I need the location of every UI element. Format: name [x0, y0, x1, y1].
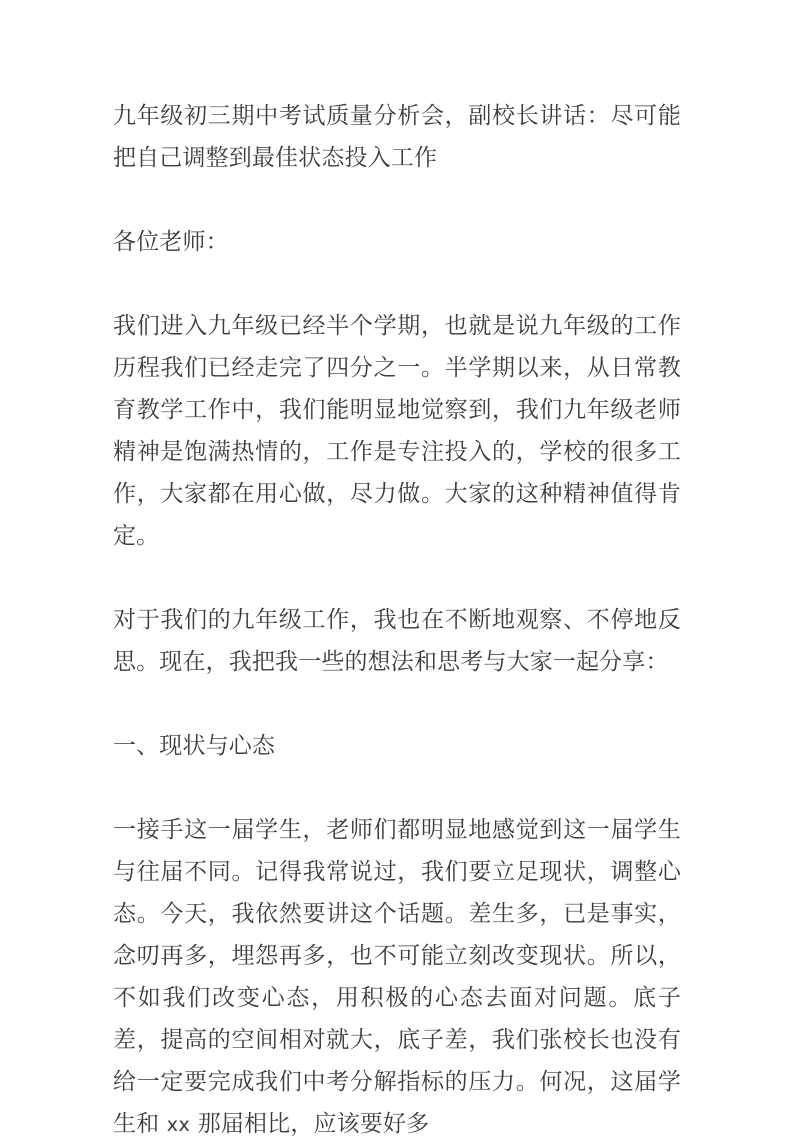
- document-title: 九年级初三期中考试质量分析会，副校长讲话：尽可能把自己调整到最佳状态投入工作: [113, 103, 681, 171]
- body-paragraph-1: 我们进入九年级已经半个学期，也就是说九年级的工作历程我们已经走完了四分之一。半学期以来，从日常教育教学工作中，我们能明显地觉察到，我们九年级老师精神是饱满热情的，工作是专注投入的，学校的很多工作，大家都在用心做，尽力做。大家的这种精神值得肯定。: [113, 313, 681, 549]
- section-heading-1: 一、现状与心态: [113, 733, 276, 759]
- top-spacer-extra: [113, 42, 681, 95]
- spacer-after-heading: [113, 767, 681, 809]
- top-spacer: [113, 0, 681, 42]
- spacer-after-para-1: [113, 557, 681, 599]
- spacer-after-para-2: [113, 683, 681, 725]
- tail-trail-text: 那届相比，应该要好多: [190, 1111, 430, 1137]
- body-paragraph-3: [113, 809, 681, 1146]
- text-column: [113, 0, 681, 1146]
- salutation: 各位老师：: [113, 229, 229, 255]
- spacer-after-title: [113, 179, 681, 221]
- tail-latin-token: xx: [166, 1114, 191, 1136]
- tail-paragraph-clip: [113, 809, 681, 1146]
- body-paragraph-2: 对于我们的九年级工作，我也在不断地观察、不停地反思。现在，我把我一些的想法和思考与大家一起分享：: [113, 607, 681, 675]
- spacer-after-salutation: [113, 263, 681, 305]
- tail-lead-text: 一接手这一届学生，老师们都明显地感觉到这一届学生与往届不同。记得我常说过，我们要立足现状，调整心态。今天，我依然要讲这个话题。差生多，已是事实，念叨再多，埋怨再多，也不可能立刻改变现状。所以，不如我们改变心态，用积极的心态去面对问题。底子差，提高的空间相对就大，底子差，我们张校长也没有给一定要完成我们中考分解指标的压力。何况，这届学生和: [113, 817, 681, 1137]
